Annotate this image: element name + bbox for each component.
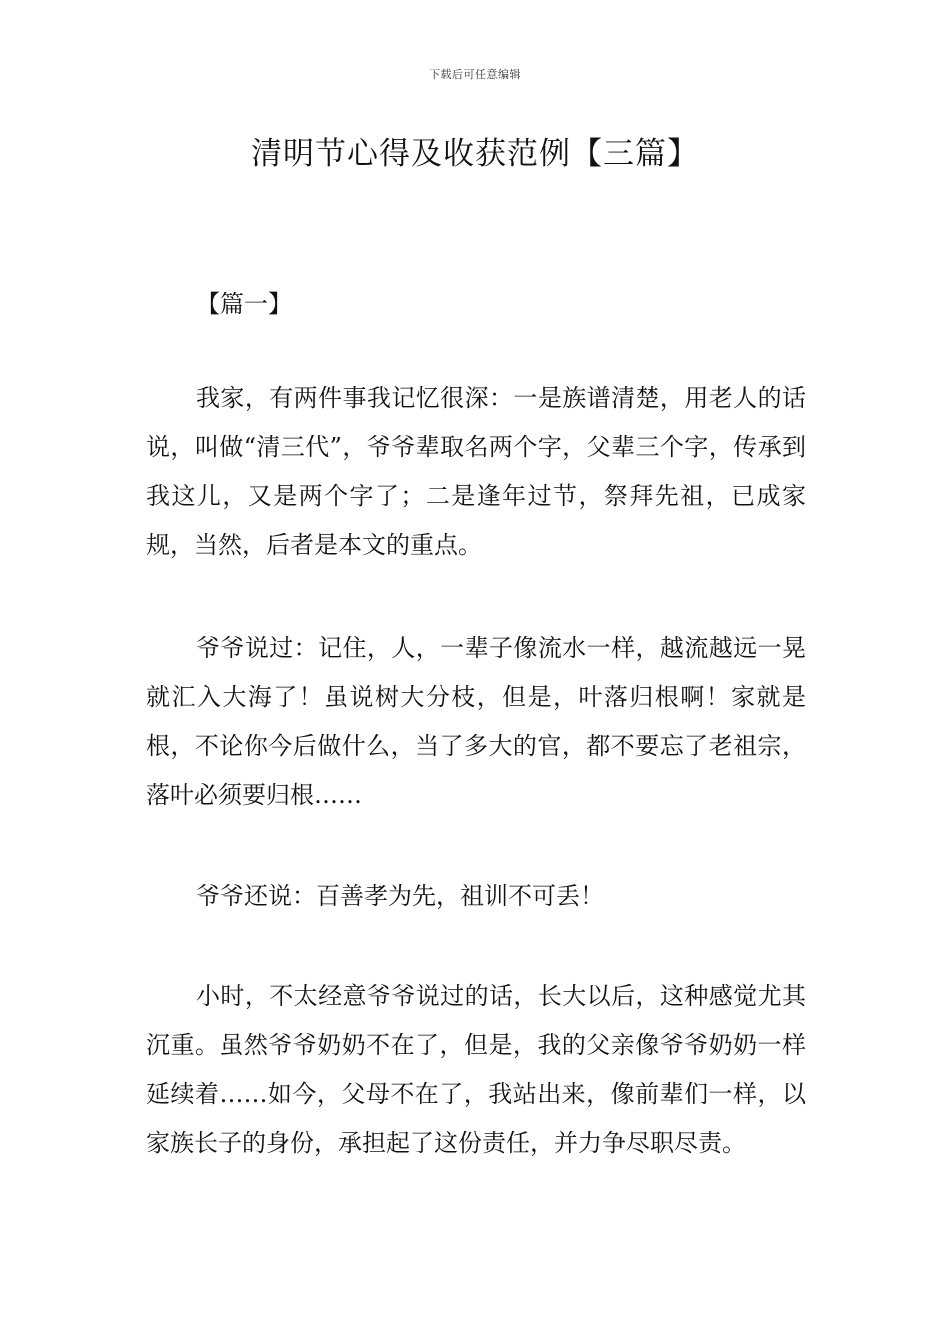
paragraph-1: 我家，有两件事我记忆很深：一是族谱清楚，用老人的话说，叫做“清三代”，爷爷辈取名两个字，父辈三个字，传承到我这儿，又是两个字了；二是逢年过节，祭拜先祖，已成家规，当然，后者是本文的重点。 — [146, 384, 806, 559]
document-title: 清明节心得及收获范例【三篇】 — [251, 136, 699, 172]
paragraph-3: 爷爷还说：百善孝为先，祖训不可丢！ — [196, 882, 604, 910]
header-note: 下载后可任意编辑 — [429, 68, 521, 81]
paragraph-2: 爷爷说过：记住，人，一辈子像流水一样，越流越远一晃就汇入大海了！虽说树大分枝，但是，叶落归根啊！家就是根，不论你今后做什么，当了多大的官，都不要忘了老祖宗，落叶必须要归根…… — [146, 634, 806, 809]
section-heading: 【篇一】 — [196, 290, 292, 318]
paragraph-4: 小时，不太经意爷爷说过的话，长大以后，这种感觉尤其沉重。虽然爷爷奶奶不在了，但是，我的父亲像爷爷奶奶一样延续着……如今，父母不在了，我站出来，像前辈们一样，以家族长子的身份，承担起了这份责任，并力争尽职尽责。 — [146, 982, 806, 1157]
